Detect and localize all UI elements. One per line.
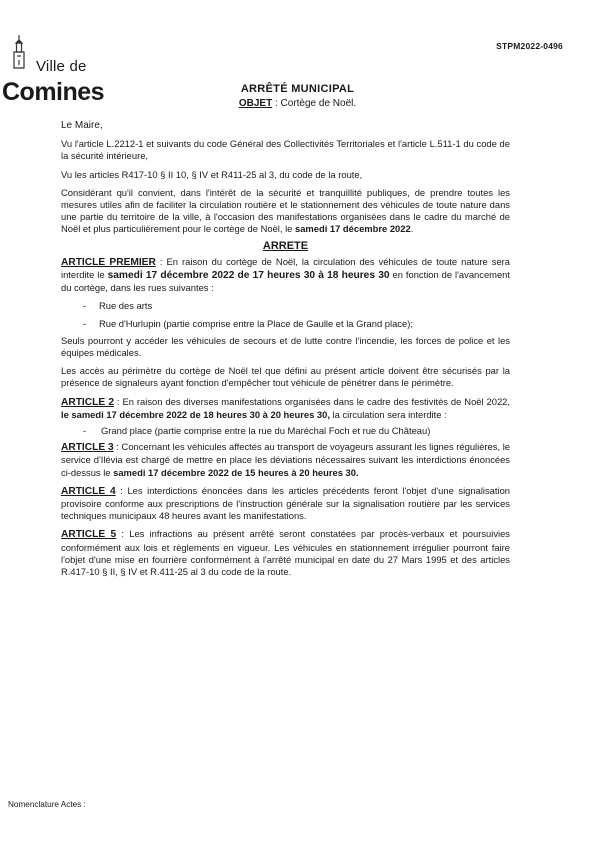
considerant-text: Considérant qu'il convient, dans l'intérêt de la sécurité et tranquillité publiques, de prendre toutes les mesures utiles afin de faciliter la circulation routière et le stationnement des véhicules de toute nature dans une partie du territoire de la ville, à l'occasion des manifestations organisées dans le cadre du marché de Noël et plus particulièrement pour le cortège de Noël, le — [61, 186, 510, 235]
considerant-paragraph — [61, 187, 510, 236]
article-2-date: le samedi 17 décembre 2022 de 18 heures 30 à 20 heures 30, — [61, 408, 330, 420]
document-reference: STPM2022-0496 — [496, 41, 563, 51]
subject-text: : Cortège de Noël. — [272, 98, 357, 109]
article-2-item: Grand place (partie comprise entre la rue du Maréchal Foch et rue du Château) — [101, 425, 431, 437]
subject-label: OBJET — [238, 98, 273, 109]
considerant-end: . — [410, 223, 414, 235]
article-4 — [61, 485, 510, 523]
article-3 — [61, 441, 510, 479]
article-3-date: samedi 17 décembre 2022 de 15 heures à 20 heures 30. — [113, 466, 359, 478]
article-3-label: ARTICLE 3 — [61, 442, 114, 454]
article-2 — [61, 396, 510, 421]
list-item — [61, 318, 510, 330]
document-title: ARRÊTÉ MUNICIPAL — [240, 83, 355, 95]
article-5-label: ARTICLE 5 — [61, 529, 117, 541]
vu-paragraph-1: Vu l'article L.2212-1 et suivants du code Général des Collectivités Territoriales et l'article L.511-1 du code de la sécurité intérieure, — [61, 138, 510, 162]
nomenclature-label: Nomenclature Actes : — [8, 800, 86, 809]
article-3-text: : Concernant les véhicules affectés au transport de voyageurs assurant les lignes régulières, le service d'Ilévia est chargé de mettre en place les déviations nécessaires suivant les interdictions énoncées ci-dessus le — [61, 441, 510, 478]
logo-ville-de: Ville de — [36, 58, 87, 75]
article-4-text: : Les interdictions énoncées dans les articles précédents feront l'objet d'une signalisation provisoire conforme aux prescriptions de l'instruction générale sur la signalisation routière par les services techniques municipaux 48 heures avant les manifestations. — [61, 484, 511, 522]
considerant-date: samedi 17 décembre 2022 — [294, 223, 411, 235]
logo-comines: Comines — [2, 78, 105, 106]
article-1 — [61, 256, 510, 295]
article-5-text: : Les infractions au présent arrêté seront constatées par procès-verbaux et poursuivies conformément aux lois et règlements en vigueur. Les véhicules en stationnement irrégulier pourront faire l'objet d'une mise en fourrière conformément à l'arrêté municipal en date du 27 Mars 1995 et des articles R.417-10 § II, § IV et R.411-25 al 3 du code de la route. — [61, 528, 510, 578]
street-1: Rue des arts — [99, 300, 153, 312]
list-item — [61, 425, 510, 437]
article-1-label: ARTICLE PREMIER — [61, 256, 156, 268]
article-2-label: ARTICLE 2 — [61, 396, 114, 408]
list-dash: - — [83, 300, 87, 312]
document-subject — [0, 98, 595, 109]
list-dash: - — [83, 425, 87, 437]
article-1-text-b: en fonction de l'avancement du cortège, dans les rues suivantes : — [61, 269, 510, 294]
article-2-text-b: la circulation sera interdite : — [329, 408, 447, 420]
city-logo — [2, 34, 112, 108]
article-1-text-a: : En raison du cortège de Noël, la circulation des véhicules de toute nature sera interdite le — [61, 255, 510, 281]
article-1-date: samedi 17 décembre 2022 de 17 heures 30 à 18 heures 30 — [107, 270, 390, 282]
article-2-text-a: : En raison des diverses manifestations organisées dans le cadre des festivités de Noël 2022, — [113, 395, 510, 407]
paragraph-seuls: Seuls pourront y accéder les véhicules de secours et de lutte contre l'incendie, les forces de police et les équipes médicales. — [61, 334, 510, 359]
article-5 — [61, 528, 510, 578]
list-dash: - — [83, 317, 87, 329]
street-2: Rue d'Hurlupin (partie comprise entre la Place de Gaulle et la Grand place); — [99, 317, 413, 329]
paragraph-acces: Les accès au périmètre du cortège de Noël tel que défini au présent article doivent être sécurisés par la présence de signaleurs ayant fonction d'empêcher tout véhicule de pénétrer dans le périmètre. — [61, 365, 510, 389]
document-body — [61, 120, 510, 578]
street-list — [61, 300, 510, 329]
vu-paragraph-2: Vu les articles R417-10 § II 10, § IV et R411-25 al 3, du code de la route, — [61, 168, 363, 180]
list-item — [61, 300, 510, 312]
le-maire: Le Maire, — [61, 120, 103, 131]
city-tower-icon — [8, 34, 30, 74]
article-4-label: ARTICLE 4 — [61, 485, 116, 497]
arrete-heading: ARRETE — [262, 239, 309, 252]
